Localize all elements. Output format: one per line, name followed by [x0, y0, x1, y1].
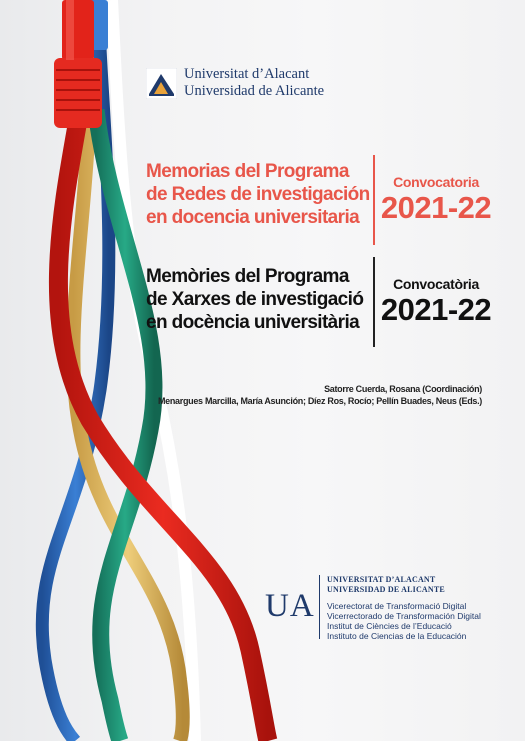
convocatoria-label-es: Convocatoria [393, 174, 479, 190]
dept-line-4: Instituto de Ciencias de la Educación [327, 631, 467, 641]
ua-department-block [327, 575, 481, 641]
university-logo-icon [146, 68, 177, 99]
year-es: 2021-22 [380, 190, 492, 225]
title-spanish [146, 160, 370, 229]
authors [158, 383, 482, 407]
editors: Menargues Marcilla, María Asunción; Díez Ros, Rocío; Pellín Buades, Neus (Eds.) [157, 396, 482, 406]
convocatoria-label-va: Convocatòria [393, 276, 479, 292]
uni-es-caps: UNIVERSIDAD DE ALICANTE [327, 585, 445, 594]
title-va-line3: en docència universitària [146, 312, 360, 333]
title-es-line1: Memorias del Programa [146, 161, 349, 182]
convocatoria-spanish [376, 173, 496, 225]
coordinator: Satorre Cuerda, Rosana (Coordinación) [324, 384, 482, 394]
dept-line-1: Vicerectorat de Transformació Digital [327, 601, 467, 611]
divider-valencian [373, 257, 375, 347]
dept-line-2: Vicerrectorado de Transformación Digital [327, 611, 481, 621]
title-va-line1: Memòries del Programa [146, 266, 349, 287]
divider-spanish [373, 155, 375, 245]
title-es-line3: en docencia universitaria [146, 207, 360, 228]
university-name-es: Universidad de Alicante [184, 83, 325, 99]
title-es-line2: de Redes de investigación [146, 184, 370, 205]
dept-line-3: Institut de Ciències de l’Educació [327, 621, 452, 631]
title-va-line2: de Xarxes de investigació [146, 289, 364, 310]
title-valencian [146, 265, 363, 334]
university-name-ca: Universitat d’Alacant [184, 66, 310, 82]
ua-logo-text: UA [265, 588, 315, 624]
uni-ca-caps: UNIVERSITAT D’ALACANT [327, 575, 436, 584]
ua-divider [319, 575, 320, 639]
university-name [184, 66, 324, 100]
convocatoria-valencian [376, 275, 496, 327]
year-va: 2021-22 [380, 292, 492, 327]
